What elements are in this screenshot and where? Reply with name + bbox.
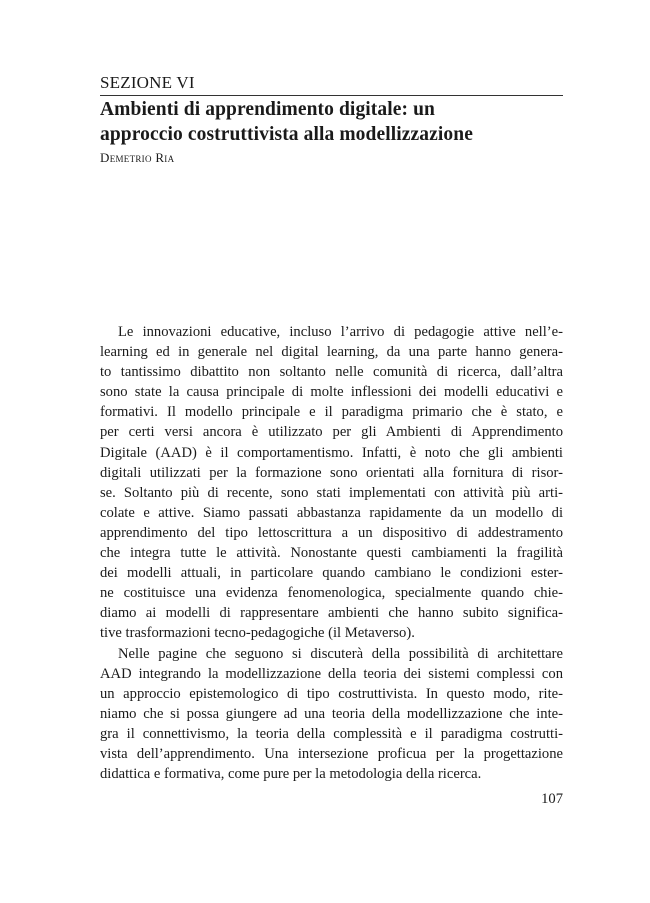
text-line: niamo che si possa giungere ad una teoria della modellizzazione che inte- [100,705,563,722]
text-line: tive trasformazioni tecno-pedagogiche (il Metaverso). [100,625,415,642]
chapter-title [100,97,563,147]
text-line: Nelle pagine che seguono si discuterà della possibilità di architettare [118,645,563,662]
text-line: che integra tutte le attività. Nonostante questi cambiamenti la fragilità [100,545,563,562]
book-page [100,0,563,903]
text-line: formativi. Il modello principale e il paradigma primario che è stato, e [100,404,563,421]
paragraph [100,322,563,644]
text-line: AAD integrando la modellizzazione della teoria dei sistemi complessi con [100,665,563,682]
text-line: didattica e formativa, come pure per la metodologia della ricerca. [100,766,482,783]
text-line: gra il connettivismo, la teoria della complessità e il paradigma costrutti- [100,725,563,742]
text-line: ne costituisce una evidenza fenomenologica, specialmente quando chie- [100,585,563,602]
paragraph [100,644,563,785]
text-line: un approccio epistemologico di tipo costruttivista. In questo modo, rite- [100,685,563,702]
text-line: Le innovazioni educative, incluso l’arrivo di pedagogie attive nell’e- [118,324,563,340]
text-line: per certi versi ancora è utilizzato per gli Ambienti di Apprendimento [100,424,563,441]
author-name: Demetrio Ria [100,150,175,165]
text-line: dei modelli attuali, in particolare quando cambiano le condizioni ester- [100,565,563,582]
section-label: SEZIONE VI [100,73,195,92]
text-line: learning ed in generale nel digital learning, da una parte hanno genera- [100,344,563,361]
text-line: Digitale (AAD) è il comportamentismo. Infatti, è noto che gli ambienti [100,444,563,461]
text-line: digitali utilizzati per la formazione sono orientati alla fornitura di risor- [100,464,563,481]
text-line: vista dell’apprendimento. Una intersezione proficua per la progettazione [100,745,563,762]
text-line: sono state la causa principale di molte inflessioni dei modelli educativi e [100,384,563,401]
text-line: apprendimento del tipo lettoscrittura a un dispositivo di addestramento [100,524,563,541]
text-line: to tantissimo dibattito non soltanto nelle comunità di ricerca, dall’altra [100,364,563,381]
text-line: diamo ai modelli di rappresentare ambienti che hanno subito significa- [100,605,563,622]
text-line: se. Soltanto più di recente, sono stati implementati con attività più arti- [100,484,563,501]
chapter-title-line: approccio costruttivista alla modellizzazione [100,124,473,145]
text-line: colate e attive. Siamo passati abbastanza rapidamente da un modello di [100,504,563,521]
page-number: 107 [541,791,563,807]
header-rule [100,95,563,96]
body-text [100,322,563,784]
chapter-title-line: Ambienti di apprendimento digitale: un [100,99,435,120]
